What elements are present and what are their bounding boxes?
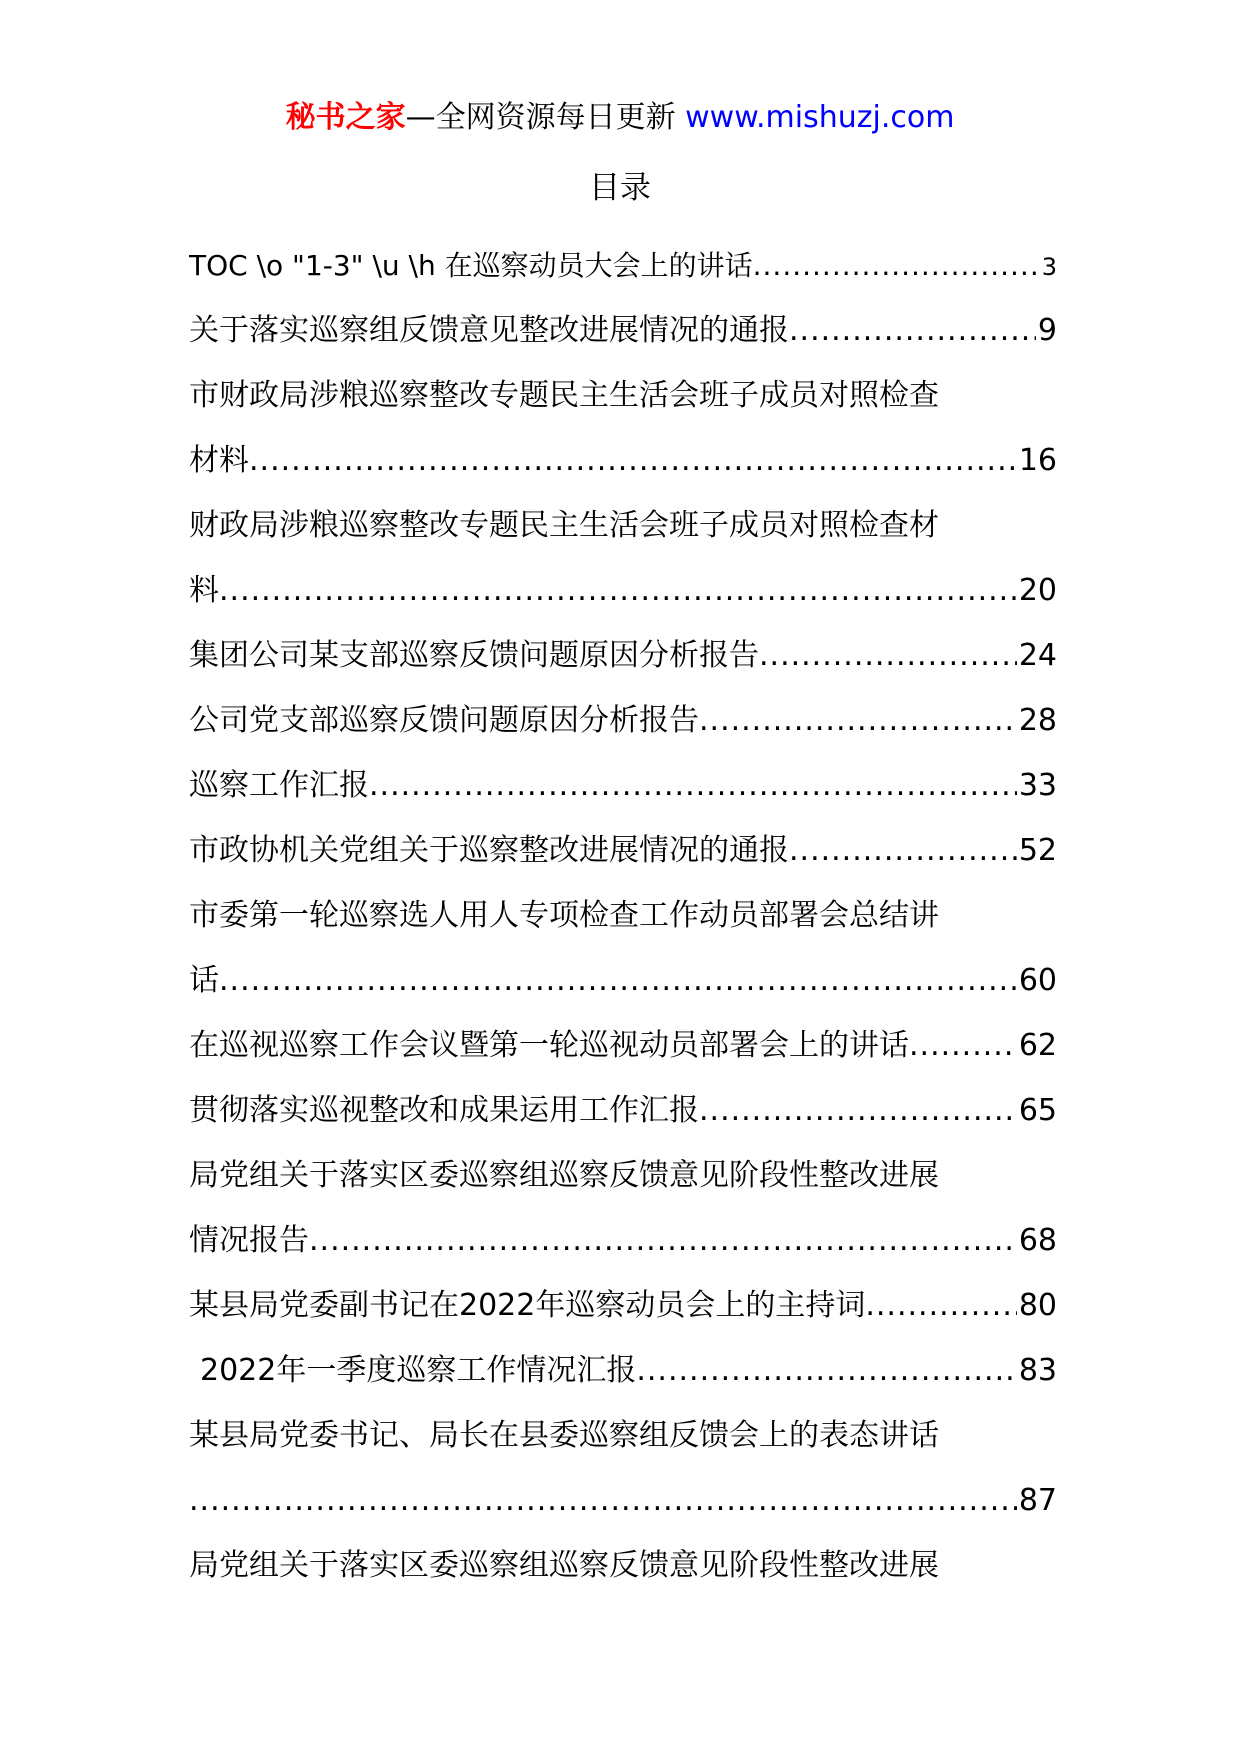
- toc-page-number: 52: [1018, 833, 1057, 868]
- toc-entry-title-continued: 料: [189, 573, 219, 608]
- toc-entry-title: 局党组关于落实区委巡察组巡察反馈意见阶段性整改进展: [189, 1548, 939, 1583]
- toc-entry-14[interactable]: [189, 1338, 1057, 1403]
- dot-leader: [865, 1273, 1016, 1338]
- toc-entry-7[interactable]: [189, 753, 1057, 818]
- toc-entry-10[interactable]: [189, 1013, 1057, 1078]
- toc-page-number: 9: [1037, 313, 1057, 348]
- toc-entry-8[interactable]: [189, 818, 1057, 883]
- dot-leader: [369, 753, 1017, 818]
- dot-leader: [219, 948, 1017, 1013]
- toc-entry-16-line-1[interactable]: [189, 1533, 1057, 1598]
- toc-entry-11[interactable]: [189, 1078, 1057, 1143]
- toc-entry-title: 某县局党委副书记在2022年巡察动员会上的主持词: [189, 1288, 866, 1323]
- dot-leader: [789, 298, 1036, 363]
- toc-entry-title: 财政局涉粮巡察整改专题民主生活会班子成员对照检查材: [189, 508, 939, 543]
- toc-entry-12-line-1[interactable]: [189, 1143, 1057, 1208]
- site-tagline: —全网资源每日更新: [405, 100, 686, 135]
- dot-leader: [699, 688, 1017, 753]
- toc-entry-title: 市政协机关党组关于巡察整改进展情况的通报: [189, 833, 789, 868]
- toc-page-number: 16: [1018, 443, 1057, 478]
- toc-page-number: 33: [1018, 768, 1057, 803]
- dot-leader: [309, 1208, 1017, 1273]
- toc-entry-2[interactable]: [189, 298, 1057, 363]
- toc-entry-title: 关于落实巡察组反馈意见整改进展情况的通报: [189, 313, 789, 348]
- toc-entry-3-line-1[interactable]: [189, 363, 1057, 428]
- toc-page-number: 83: [1018, 1353, 1057, 1388]
- toc-entry-title-continued: 话: [189, 963, 219, 998]
- dot-leader: [636, 1338, 1016, 1403]
- dot-leader: [189, 1468, 1017, 1533]
- toc-page-number: 80: [1018, 1288, 1057, 1323]
- toc-entry-3-line-2[interactable]: [189, 428, 1057, 493]
- toc-entry-title: TOC \o "1-3" \u \h 在巡察动员大会上的讲话: [189, 249, 753, 282]
- toc-entry-9-line-1[interactable]: [189, 883, 1057, 948]
- toc-entry-title-continued: 材料: [189, 443, 249, 478]
- dot-leader: [249, 428, 1017, 493]
- brand-name: 秘书之家: [285, 100, 406, 135]
- toc-page-number: 60: [1018, 963, 1057, 998]
- toc-entry-5[interactable]: [189, 623, 1057, 688]
- toc-entry-15-line-2[interactable]: [189, 1468, 1057, 1533]
- toc-entry-15-line-1[interactable]: [189, 1403, 1057, 1468]
- toc-page-number: 87: [1018, 1483, 1057, 1518]
- toc-entry-title: 公司党支部巡察反馈问题原因分析报告: [189, 703, 699, 738]
- toc-entry-title: 某县局党委书记、局长在县委巡察组反馈会上的表态讲话: [189, 1418, 939, 1453]
- toc-entry-4-line-2[interactable]: [189, 558, 1057, 623]
- toc-entry-title: 巡察工作汇报: [189, 768, 369, 803]
- toc-page-number: 28: [1018, 703, 1057, 738]
- toc-entry-1[interactable]: [189, 233, 1057, 298]
- toc-entry-9-line-2[interactable]: [189, 948, 1057, 1013]
- toc-entry-12-line-2[interactable]: [189, 1208, 1057, 1273]
- dot-leader: [909, 1013, 1017, 1078]
- toc-entry-6[interactable]: [189, 688, 1057, 753]
- toc-entry-title: 集团公司某支部巡察反馈问题原因分析报告: [189, 638, 759, 673]
- toc-entry-13[interactable]: [189, 1273, 1057, 1338]
- table-of-contents: [189, 233, 1057, 1598]
- dot-leader: [753, 233, 1040, 298]
- toc-entry-title-continued: 情况报告: [189, 1223, 309, 1258]
- dot-leader: [699, 1078, 1017, 1143]
- toc-entry-title: 贯彻落实巡视整改和成果运用工作汇报: [189, 1093, 699, 1128]
- site-url-link[interactable]: www.mishuzj.com: [685, 100, 955, 135]
- toc-page-number: 65: [1018, 1093, 1057, 1128]
- toc-page-number: 3: [1041, 253, 1057, 281]
- toc-entry-title: 2022年一季度巡察工作情况汇报: [200, 1353, 637, 1388]
- dot-leader: [219, 558, 1017, 623]
- toc-entry-title: 局党组关于落实区委巡察组巡察反馈意见阶段性整改进展: [189, 1158, 939, 1193]
- toc-heading: 目录: [589, 170, 651, 206]
- toc-entry-title: 市财政局涉粮巡察整改专题民主生活会班子成员对照检查: [189, 378, 939, 413]
- site-header: [0, 98, 1240, 138]
- toc-page-number: 62: [1018, 1028, 1057, 1063]
- dot-leader: [789, 818, 1017, 883]
- toc-page-number: 68: [1018, 1223, 1057, 1258]
- toc-page-number: 24: [1018, 638, 1057, 673]
- dot-leader: [759, 623, 1017, 688]
- toc-page-number: 20: [1018, 573, 1057, 608]
- toc-entry-4-line-1[interactable]: [189, 493, 1057, 558]
- toc-entry-title: 在巡视巡察工作会议暨第一轮巡视动员部署会上的讲话: [189, 1028, 909, 1063]
- toc-entry-title: 市委第一轮巡察选人用人专项检查工作动员部署会总结讲: [189, 898, 939, 933]
